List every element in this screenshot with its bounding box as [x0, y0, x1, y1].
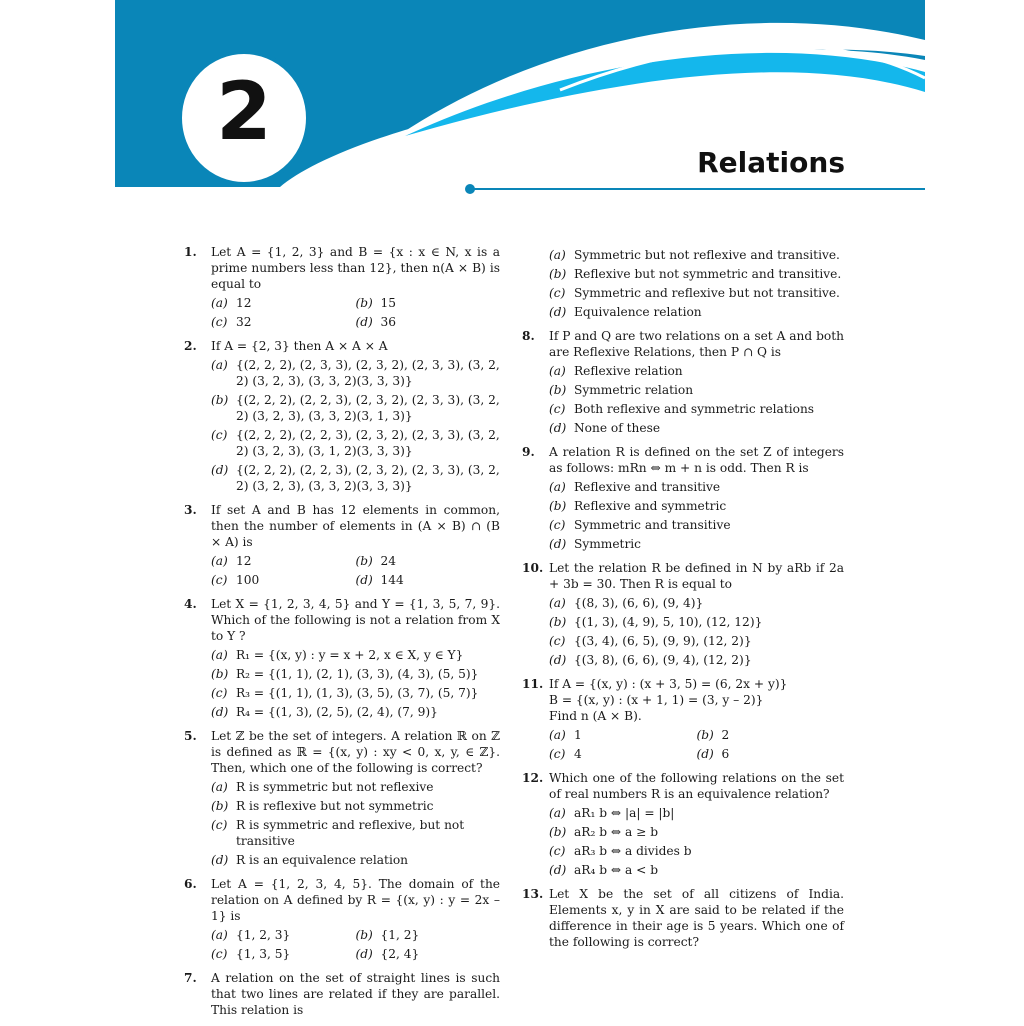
answer-option — [549, 595, 844, 611]
option-text: {(8, 3), (6, 6), (9, 4)} — [574, 596, 704, 610]
answer-option — [356, 295, 501, 311]
answer-option — [211, 392, 500, 424]
question-number: 5. — [184, 729, 197, 743]
answer-option — [549, 652, 844, 668]
question-number: 4. — [184, 597, 197, 611]
question-stem: A relation R is defined on the set Z of integers as follows: mRn ⇔ m + n is odd. Then R is — [549, 445, 844, 475]
option-text: R₄ = {(1, 3), (2, 5), (2, 4), (7, 9)} — [236, 705, 438, 719]
answer-option — [549, 746, 697, 762]
question-item — [522, 770, 844, 878]
question-number: 11. — [522, 677, 544, 691]
answer-option — [549, 614, 844, 630]
question-stem-line: If A = {(x, y) : (x + 3, 5) = (6, 2x + y)} — [549, 677, 788, 691]
answer-option — [211, 946, 356, 962]
question-stem: A relation on the set of straight lines is such that two lines are related if they are parallel. This relation is — [211, 971, 500, 1017]
answer-option — [211, 779, 500, 795]
question-stem: If P and Q are two relations on a set A and both are Reflexive Relations, then P ∩ Q is — [549, 329, 844, 359]
question-item — [184, 338, 500, 494]
option-label: (a) — [211, 648, 228, 662]
option-label: (c) — [549, 518, 566, 532]
question-number: 8. — [522, 329, 535, 343]
answer-option — [211, 553, 356, 569]
question-stem: Which one of the following relations on the set of real numbers R is an equivalence relation? — [549, 771, 844, 801]
option-label: (d) — [549, 863, 567, 877]
question-item — [522, 328, 844, 436]
option-label: (b) — [549, 267, 567, 281]
option-label: (d) — [549, 421, 567, 435]
option-label: (c) — [211, 686, 228, 700]
option-text: Symmetric relation — [574, 383, 694, 397]
option-label: (d) — [211, 463, 229, 477]
option-grid — [211, 553, 500, 588]
option-grid — [549, 727, 844, 762]
option-label: (c) — [549, 402, 566, 416]
question-item — [184, 244, 500, 330]
option-text: Symmetric — [574, 537, 642, 551]
option-text: 15 — [380, 296, 397, 310]
option-text: {(3, 4), (6, 5), (9, 9), (12, 2)} — [574, 634, 752, 648]
option-label: (d) — [355, 573, 373, 587]
option-label: (c) — [211, 573, 228, 587]
option-text: Reflexive and transitive — [574, 480, 721, 494]
question-body — [211, 970, 500, 1018]
option-label: (a) — [211, 780, 228, 794]
option-text: 2 — [721, 728, 730, 742]
answer-option — [549, 247, 844, 263]
option-label: (b) — [211, 393, 229, 407]
question-body — [549, 770, 844, 878]
question-body — [549, 328, 844, 436]
option-label: (b) — [211, 667, 229, 681]
option-label: (a) — [211, 928, 228, 942]
answer-option — [549, 498, 844, 514]
question-number: 9. — [522, 445, 535, 459]
answer-option — [549, 304, 844, 320]
option-text: 6 — [721, 747, 730, 761]
answer-option — [211, 927, 356, 943]
answer-option — [549, 382, 844, 398]
option-text: {1, 2, 3} — [236, 928, 291, 942]
question-stem: Let X = {1, 2, 3, 4, 5} and Y = {1, 3, 5, 7, 9}. Which of the following is not a relation from X to Y ? — [211, 597, 500, 643]
question-body — [211, 728, 500, 868]
option-label: (d) — [549, 653, 567, 667]
option-label: (a) — [549, 248, 566, 262]
option-label: (a) — [549, 596, 566, 610]
title-underline-dot — [465, 184, 475, 194]
option-text: 32 — [236, 315, 252, 329]
answer-option — [549, 363, 844, 379]
option-label: (b) — [549, 615, 567, 629]
question-number: 6. — [184, 877, 197, 891]
option-label: (a) — [211, 296, 228, 310]
option-text: 144 — [380, 573, 404, 587]
answer-option — [549, 266, 844, 282]
question-body — [549, 886, 844, 950]
option-text: 12 — [236, 554, 252, 568]
question-item — [522, 244, 844, 320]
question-body — [211, 502, 500, 588]
answer-option — [211, 798, 500, 814]
question-number — [522, 244, 549, 320]
option-label: (b) — [696, 728, 714, 742]
option-label: (a) — [549, 728, 566, 742]
answer-option — [356, 946, 501, 962]
option-text: 100 — [236, 573, 260, 587]
question-number: 3. — [184, 503, 197, 517]
option-label: (b) — [549, 499, 567, 513]
option-label: (a) — [549, 364, 566, 378]
option-text: R₁ = {(x, y) : y = x + 2, x ∈ X, y ∈ Y} — [236, 648, 464, 662]
option-label: (d) — [355, 315, 373, 329]
answer-option — [549, 633, 844, 649]
option-label: (c) — [549, 634, 566, 648]
question-body — [549, 560, 844, 668]
option-text: 4 — [574, 747, 582, 761]
answer-option — [549, 479, 844, 495]
option-text: R₂ = {(1, 1), (2, 1), (3, 3), (4, 3), (5, 5)} — [236, 667, 479, 681]
question-stem: Let the relation R be defined in N by aRb if 2a + 3b = 30. Then R is equal to — [549, 561, 844, 591]
answer-option — [356, 314, 501, 330]
option-text: {(3, 8), (6, 6), (9, 4), (12, 2)} — [574, 653, 752, 667]
option-text: {(2, 2, 2), (2, 2, 3), (2, 3, 2), (2, 3, 3), (3, 2, 2) (3, 2, 3), (3, 1, 2)(3, 3, 3)} — [236, 428, 500, 458]
option-text: 12 — [236, 296, 252, 310]
question-body — [211, 596, 500, 720]
chapter-title: Relations — [697, 146, 845, 179]
answer-option — [549, 420, 844, 436]
option-label: (a) — [549, 806, 566, 820]
option-label: (d) — [211, 853, 229, 867]
answer-option — [211, 357, 500, 389]
question-item — [184, 970, 500, 1018]
answer-option — [549, 843, 844, 859]
answer-option — [697, 746, 845, 762]
question-item — [184, 728, 500, 868]
option-text: Symmetric but not reflexive and transitive. — [574, 248, 840, 262]
option-label: (d) — [355, 947, 373, 961]
question-body — [549, 244, 844, 320]
option-label: (b) — [549, 825, 567, 839]
question-stem: Let ℤ be the set of integers. A relation ℝ on ℤ is defined as ℝ = {(x, y) : xy < 0, x, y, ∈ ℤ}. Then, which one of the following is correct? — [211, 729, 500, 775]
option-label: (b) — [355, 928, 373, 942]
option-label: (c) — [211, 315, 228, 329]
option-text: {(2, 2, 2), (2, 2, 3), (2, 3, 2), (2, 3, 3), (3, 2, 2) (3, 2, 3), (3, 3, 2)(3, 1, 3)} — [236, 393, 500, 423]
option-label: (d) — [549, 537, 567, 551]
option-label: (c) — [549, 286, 566, 300]
option-label: (b) — [355, 554, 373, 568]
question-item — [522, 886, 844, 950]
option-text: Equivalence relation — [574, 305, 702, 319]
answer-option — [211, 427, 500, 459]
answer-option — [549, 285, 844, 301]
option-text: {(2, 2, 2), (2, 3, 3), (2, 3, 2), (2, 3, 3), (3, 2, 2) (3, 2, 3), (3, 3, 2)(3, 3, 3)} — [236, 358, 500, 388]
answer-option — [211, 314, 356, 330]
option-label: (b) — [211, 799, 229, 813]
left-column — [184, 244, 500, 1026]
answer-option — [549, 401, 844, 417]
option-text: {1, 2} — [380, 928, 420, 942]
question-body — [211, 876, 500, 962]
answer-option — [211, 852, 500, 868]
option-text: 36 — [380, 315, 397, 329]
option-text: {1, 3, 5} — [236, 947, 291, 961]
question-item — [522, 444, 844, 552]
option-label: (a) — [549, 480, 566, 494]
option-text: Reflexive but not symmetric and transitive. — [574, 267, 842, 281]
answer-option — [211, 704, 500, 720]
chapter-banner — [0, 0, 1024, 200]
option-text: Symmetric and reflexive but not transitive. — [574, 286, 840, 300]
option-text: Reflexive and symmetric — [574, 499, 727, 513]
answer-option — [549, 517, 844, 533]
option-text: {(2, 2, 2), (2, 2, 3), (2, 3, 2), (2, 3, 3), (3, 2, 2) (3, 2, 3), (3, 3, 2)(3, 3, 3)} — [236, 463, 500, 493]
option-label: (c) — [211, 428, 228, 442]
option-label: (a) — [211, 358, 228, 372]
question-number: 2. — [184, 339, 197, 353]
answer-option — [211, 462, 500, 494]
option-grid — [211, 295, 500, 330]
question-stem: If A = {2, 3} then A × A × A — [211, 339, 388, 353]
option-label: (b) — [355, 296, 373, 310]
option-text: aR₁ b ⇔ |a| = |b| — [574, 806, 675, 820]
answer-option — [211, 647, 500, 663]
question-stem: Let A = {1, 2, 3, 4, 5}. The domain of the relation on A defined by R = {(x, y) : y = 2x – 1} is — [211, 877, 500, 923]
option-label: (c) — [549, 747, 566, 761]
option-text: Both reflexive and symmetric relations — [574, 402, 815, 416]
answer-option — [211, 817, 500, 849]
option-grid — [211, 927, 500, 962]
question-number: 12. — [522, 771, 544, 785]
answer-option — [356, 927, 501, 943]
answer-option — [211, 295, 356, 311]
option-label: (d) — [211, 705, 229, 719]
question-body — [211, 338, 500, 494]
question-number: 10. — [522, 561, 544, 575]
answer-option — [549, 862, 844, 878]
option-text: aR₂ b ⇔ a ≥ b — [574, 825, 658, 839]
answer-option — [356, 553, 501, 569]
answer-option — [697, 727, 845, 743]
question-body — [549, 676, 844, 762]
right-column — [522, 244, 844, 958]
question-item — [184, 876, 500, 962]
question-number: 13. — [522, 887, 544, 901]
answer-option — [211, 685, 500, 701]
option-text: Symmetric and transitive — [574, 518, 731, 532]
option-label: (a) — [211, 554, 228, 568]
option-text: None of these — [574, 421, 661, 435]
option-text: {(1, 3), (4, 9), 5, 10), (12, 12)} — [574, 615, 763, 629]
question-item — [184, 502, 500, 588]
question-stem: Let X be the set of all citizens of India. Elements x, y in X are said to be related if the difference in their age is 5 years. Which one of the following is correct? — [549, 887, 844, 949]
option-label: (d) — [549, 305, 567, 319]
answer-option — [549, 824, 844, 840]
answer-option — [211, 572, 356, 588]
question-stem-line: Find n (A × B). — [549, 709, 642, 723]
question-number: 1. — [184, 245, 197, 259]
chapter-number: 2 — [216, 65, 272, 158]
question-number: 7. — [184, 971, 197, 985]
option-label: (c) — [549, 844, 566, 858]
answer-option — [356, 572, 501, 588]
question-body — [549, 444, 844, 552]
option-text: aR₄ b ⇔ a < b — [574, 863, 658, 877]
option-text: R₃ = {(1, 1), (1, 3), (3, 5), (3, 7), (5, 7)} — [236, 686, 479, 700]
question-body — [211, 244, 500, 330]
question-stem: Let A = {1, 2, 3} and B = {x : x ∈ N, x is a prime numbers less than 12}, then n(A × B) is equal to — [211, 245, 500, 291]
option-text: 24 — [380, 554, 397, 568]
option-text: R is symmetric but not reflexive — [236, 780, 434, 794]
option-label: (c) — [211, 818, 228, 832]
answer-option — [211, 666, 500, 682]
option-text: R is symmetric and reflexive, but not transitive — [236, 818, 465, 848]
question-stem: If set A and B has 12 elements in common, then the number of elements in (A × B) ∩ (B × A) is — [211, 503, 500, 549]
option-text: aR₃ b ⇔ a divides b — [574, 844, 692, 858]
option-text: R is reflexive but not symmetric — [236, 799, 434, 813]
question-item — [522, 676, 844, 762]
option-text: 1 — [574, 728, 582, 742]
answer-option — [549, 805, 844, 821]
question-item — [522, 560, 844, 668]
option-label: (c) — [211, 947, 228, 961]
question-stem-line: B = {(x, y) : (x + 1, 1) = (3, y – 2)} — [549, 693, 764, 707]
answer-option — [549, 536, 844, 552]
option-text: {2, 4} — [380, 947, 420, 961]
option-text: Reflexive relation — [574, 364, 683, 378]
answer-option — [549, 727, 697, 743]
question-item — [184, 596, 500, 720]
option-label: (b) — [549, 383, 567, 397]
option-text: R is an equivalence relation — [236, 853, 409, 867]
option-label: (d) — [696, 747, 714, 761]
question-stem — [549, 676, 844, 724]
